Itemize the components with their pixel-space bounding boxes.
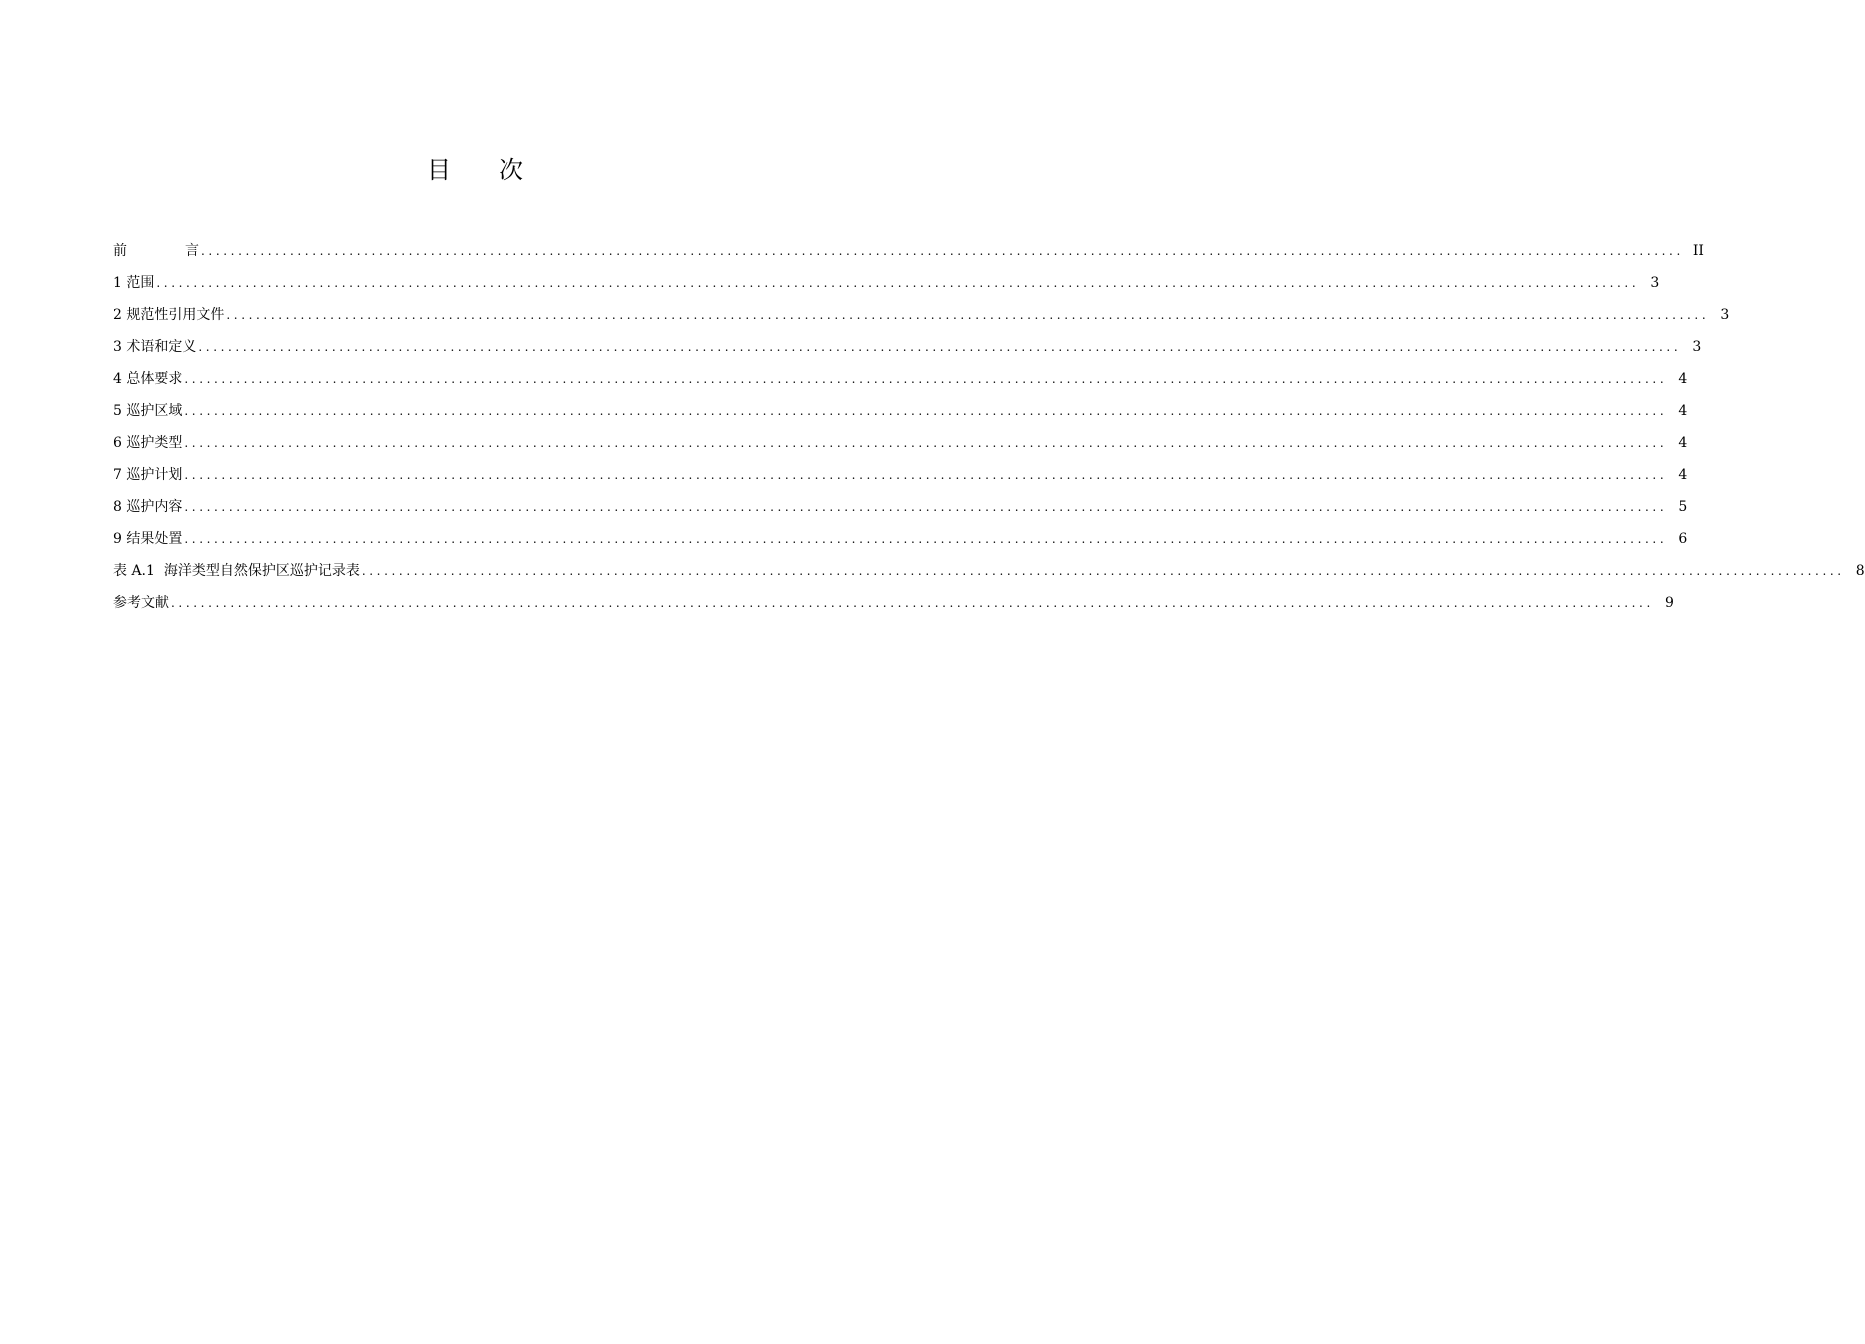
page-title-char-1: 目 [427, 156, 451, 184]
toc-label-part-1: 前 [113, 243, 127, 259]
toc-entry[interactable] [113, 267, 1660, 299]
dot-leader: ........................................................................................................................................................................................................ [198, 340, 1682, 354]
toc-entry[interactable] [113, 363, 1688, 395]
dot-leader: ........................................................................................................................................................................................................ [184, 500, 1668, 514]
toc-page-number: 4 [1678, 371, 1688, 387]
toc-entry-foreword[interactable] [113, 235, 1704, 267]
toc-entry-label: 7 巡护计划 [113, 467, 183, 483]
toc-entry[interactable] [113, 331, 1702, 363]
dot-leader: ........................................................................................................................................................................................................ [184, 468, 1668, 482]
toc-page-number: 4 [1678, 435, 1688, 451]
toc-page-number: 4 [1678, 467, 1688, 483]
toc-page-number: 6 [1678, 531, 1688, 547]
dot-leader: ........................................................................................................................................................................................................ [361, 564, 1845, 578]
toc-entry[interactable] [113, 555, 1865, 587]
toc-entry[interactable] [113, 395, 1688, 427]
toc-entry-label: 表 A.1 海洋类型自然保护区巡护记录表 [113, 563, 360, 579]
dot-leader: ........................................................................................................................................................................................................ [226, 308, 1710, 322]
toc-entry[interactable] [113, 523, 1688, 555]
dot-leader: ........................................................................................................................................................................................................ [171, 596, 1654, 610]
toc-entry[interactable] [113, 427, 1688, 459]
toc-entry-label: 8 巡护内容 [113, 499, 183, 515]
page-title-char-2: 次 [499, 156, 523, 184]
toc-entry[interactable] [113, 587, 1674, 619]
toc-entry-label: 2 规范性引用文件 [113, 307, 225, 323]
toc-entry-label [113, 235, 199, 267]
toc-entry[interactable] [113, 459, 1688, 491]
dot-leader: ........................................................................................................................................................................................................ [156, 276, 1640, 290]
page-title [0, 152, 950, 188]
toc-entry-label: 4 总体要求 [113, 371, 183, 387]
toc-page-number: 3 [1720, 307, 1730, 323]
toc-page-number: 8 [1855, 563, 1865, 579]
dot-leader: ........................................................................................................................................................................................................ [184, 404, 1668, 418]
toc-page-number: 9 [1664, 595, 1674, 611]
toc-page-number: 3 [1650, 275, 1660, 291]
dot-leader: ........................................................................................................................................................................................................ [184, 436, 1668, 450]
toc-page-number: II [1692, 243, 1704, 259]
toc-entry-label: 3 术语和定义 [113, 339, 197, 355]
toc-page-number: 4 [1678, 403, 1688, 419]
toc-entry-label: 1 范围 [113, 275, 155, 291]
toc-entry[interactable] [113, 299, 1730, 331]
toc-label-part-2: 言 [185, 243, 199, 259]
dot-leader: ........................................................................................................................................................................................................ [184, 532, 1668, 546]
toc-entry[interactable] [113, 491, 1688, 523]
toc-entry-label: 参考文献 [113, 595, 169, 611]
toc-entry-label: 6 巡护类型 [113, 435, 183, 451]
toc-entry-label: 9 结果处置 [113, 531, 183, 547]
toc-page-number: 5 [1678, 499, 1688, 515]
dot-leader: ........................................................................................................................................................................................................ [184, 372, 1668, 386]
dot-leader: ........................................................................................................................................................................................................ [201, 244, 1684, 258]
table-of-contents [113, 235, 1865, 619]
toc-page-number: 3 [1692, 339, 1702, 355]
toc-entry-label: 5 巡护区域 [113, 403, 183, 419]
